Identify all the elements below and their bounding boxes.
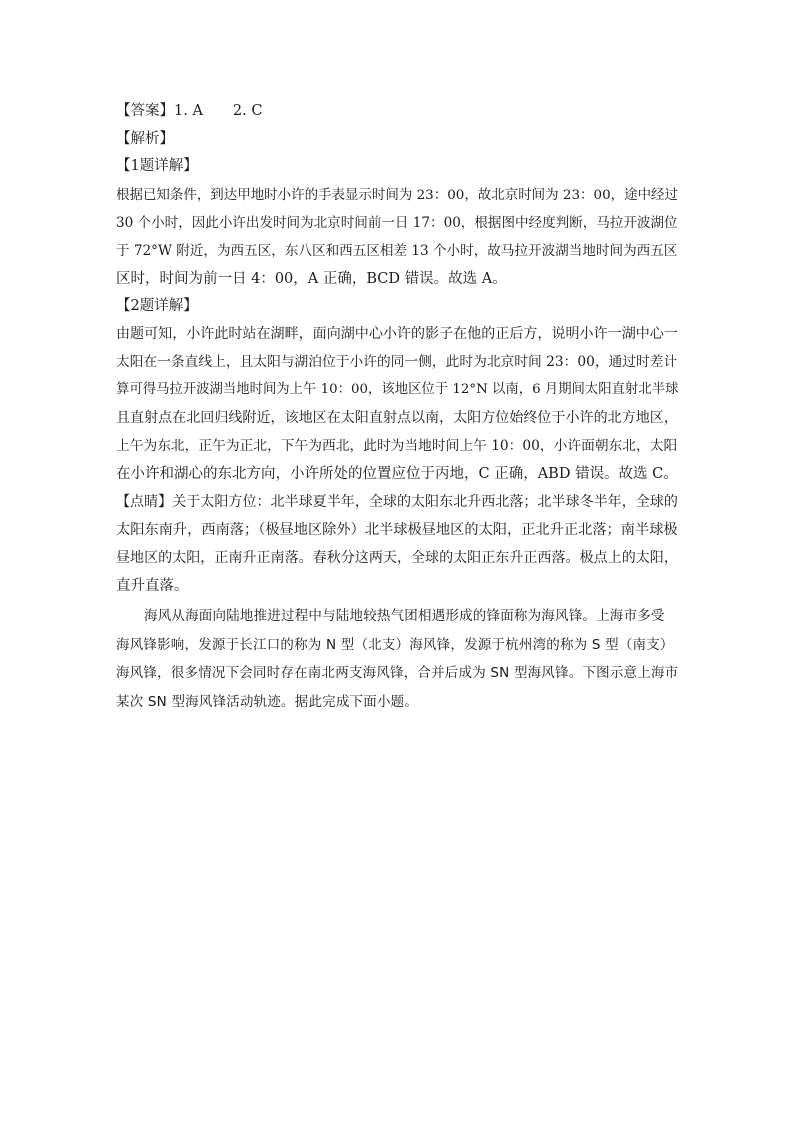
q2-explanation xyxy=(116,320,678,488)
q1-line: 根据已知条件，到达甲地时小许的手表显示时间为 23：00，故北京时间为 23：00，途中经过 xyxy=(116,186,678,203)
answer-item-2: 2. C xyxy=(232,103,263,119)
question-lead-paragraph xyxy=(116,602,678,716)
q1-line: 于 72°W 附近，为西五区，东八区和西五区相差 13 个小时，故马拉开波湖当地时间为西五区 xyxy=(116,242,678,259)
q2-line: 在小许和湖心的东北方向，小许所处的位置应位于丙地，C 正确，ABD 错误。故选 C。 xyxy=(116,466,678,482)
analysis-label: 【解析】 xyxy=(116,130,174,147)
q1-label: 【1题详解】 xyxy=(116,158,198,174)
answer-label: 【答案】 xyxy=(116,103,174,119)
lead-line: 海风从海面向陆地推进过程中与陆地较热气团相遇形成的锋面称为海风锋。上海市多受 xyxy=(144,608,665,624)
tip-section xyxy=(116,488,678,600)
lead-line: 某次 SN 型海风锋活动轨迹。据此完成下面小题。 xyxy=(116,693,419,710)
lead-line: 海风锋影响，发源于长江口的称为 N 型（北支）海风锋，发源于杭州湾的称为 S 型（南支） xyxy=(116,636,674,653)
tip-line: 【点睛】关于太阳方位：北半球夏半年，全球的太阳东北升西北落；北半球冬半年，全球的 xyxy=(116,494,678,510)
q2-line: 由题可知，小许此时站在湖畔，面向湖中心小许的影子在他的正后方，说明小许一湖中心一 xyxy=(116,326,678,342)
tip-line: 直升直落。 xyxy=(116,578,189,594)
answer-item-1: 1. A xyxy=(174,103,203,119)
q2-line: 算可得马拉开波湖当地时间为上午 10：00，该地区位于 12°N 以南，6 月期间太阳直射北半球 xyxy=(116,382,679,397)
tip-label: 【点睛】 xyxy=(116,494,173,510)
q1-line: 区时，时间为前一日 4：00，A 正确，BCD 错误。故选 A。 xyxy=(116,270,507,287)
document-page xyxy=(116,98,678,716)
lead-line: 海风锋，很多情况下会同时存在南北两支海风锋，合并后成为 SN 型海风锋。下图示意上海市 xyxy=(116,665,679,681)
q1-explanation xyxy=(116,181,678,293)
q2-line: 上午为东北，正午为正北，下午为西北，此时为当地时间上午 10：00，小许面朝东北，太阳 xyxy=(116,438,678,454)
q1-line: 30 个小时，因此小许出发时间为北京时间前一日 17：00，根据图中经度判断，马拉开波湖位 xyxy=(116,214,678,231)
tip-line: 昼地区的太阳，正南升正南落。春秋分这两天，全球的太阳正东升正西落。极点上的太阳， xyxy=(116,550,678,566)
q2-line: 太阳在一条直线上，且太阳与湖泊位于小许的同一侧，此时为北京时间 23：00，通过时差计 xyxy=(116,354,678,370)
tip-line: 太阳东南升，西南落；（极昼地区除外）北半球极昼地区的太阳，正北升正北落；南半球极 xyxy=(116,522,678,538)
q2-label: 【2题详解】 xyxy=(116,297,198,314)
q2-line: 且直射点在北回归线附近，该地区在太阳直射点以南，太阳方位始终位于小许的北方地区， xyxy=(116,410,678,426)
answer-line xyxy=(116,98,678,126)
